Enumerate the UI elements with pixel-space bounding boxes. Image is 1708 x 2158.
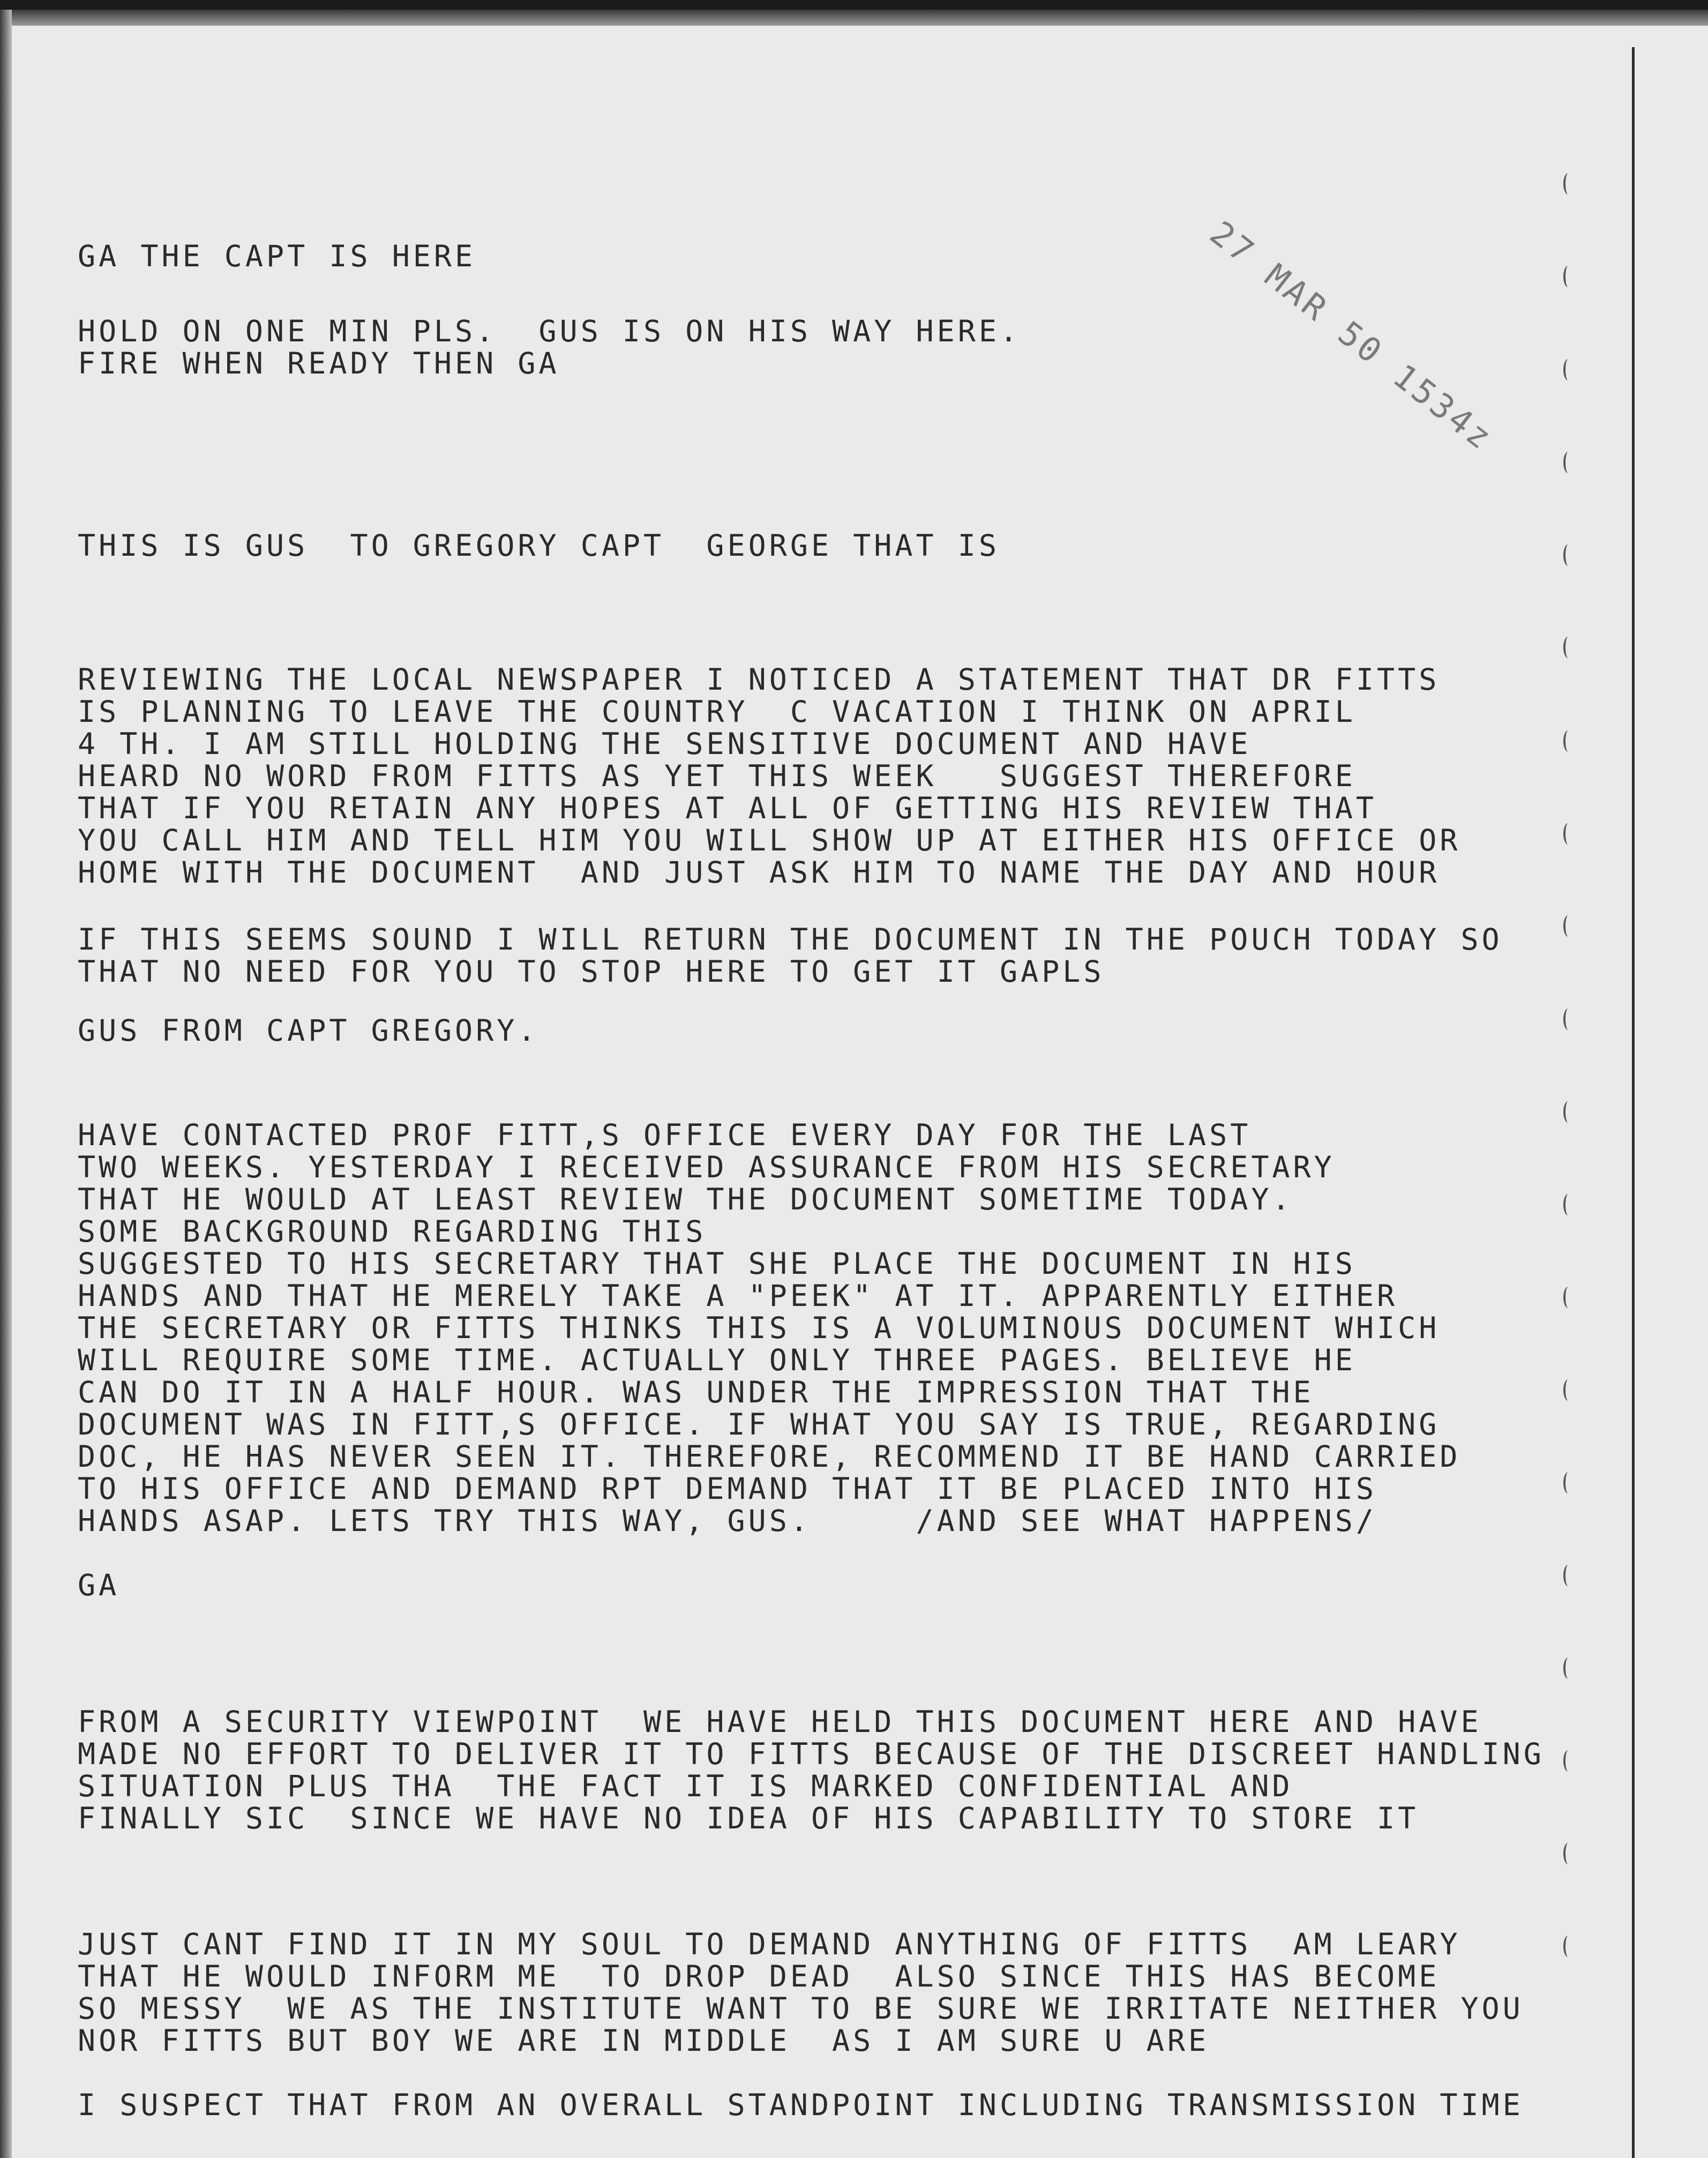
text-line: YOU CALL HIM AND TELL HIM YOU WILL SHOW UP AT EITHER HIS OFFICE OR xyxy=(78,823,1461,857)
feed-hole xyxy=(1563,173,1573,195)
text-line: TO HIS OFFICE AND DEMAND RPT DEMAND THAT IT BE PLACED INTO HIS xyxy=(78,1472,1377,1506)
text-line: THAT HE WOULD AT LEAST REVIEW THE DOCUMENT SOMETIME TODAY. xyxy=(78,1182,1293,1216)
feed-hole xyxy=(1563,1472,1573,1494)
left-edge xyxy=(0,10,12,2158)
text-line: HAVE CONTACTED PROF FITT,S OFFICE EVERY DAY FOR THE LAST xyxy=(78,1118,1252,1152)
text-line: GA THE CAPT IS HERE xyxy=(78,239,476,273)
text-line: DOCUMENT WAS IN FITT,S OFFICE. IF WHAT YOU SAY IS TRUE, REGARDING xyxy=(78,1407,1440,1442)
right-margin-rule xyxy=(1632,47,1635,2158)
text-line: SUGGESTED TO HIS SECRETARY THAT SHE PLACE THE DOCUMENT IN HIS xyxy=(78,1246,1356,1281)
text-line: THAT HE WOULD INFORM ME TO DROP DEAD ALSO SINCE THIS HAS BECOME xyxy=(78,1959,1440,1993)
text-line: THIS IS GUS TO GREGORY CAPT GEORGE THAT IS xyxy=(78,528,1000,563)
feed-hole xyxy=(1563,823,1573,845)
text-line: TWO WEEKS. YESTERDAY I RECEIVED ASSURANCE FROM HIS SECRETARY xyxy=(78,1150,1335,1184)
feed-hole xyxy=(1563,637,1573,658)
text-line: THAT NO NEED FOR YOU TO STOP HERE TO GET IT GAPLS xyxy=(78,954,1105,989)
text-line: IF THIS SEEMS SOUND I WILL RETURN THE DOCUMENT IN THE POUCH TODAY SO xyxy=(78,922,1503,957)
feed-hole xyxy=(1563,1750,1573,1772)
feed-hole xyxy=(1563,452,1573,473)
feed-hole xyxy=(1563,1843,1573,1864)
feed-hole xyxy=(1563,1565,1573,1586)
text-line: FROM A SECURITY VIEWPOINT WE HAVE HELD THIS DOCUMENT HERE AND HAVE xyxy=(78,1705,1482,1739)
text-line: GUS FROM CAPT GREGORY. xyxy=(78,1013,539,1048)
text-line: HANDS ASAP. LETS TRY THIS WAY, GUS. /AND SEE WHAT HAPPENS/ xyxy=(78,1504,1377,1538)
feed-hole xyxy=(1563,544,1573,566)
feed-hole xyxy=(1563,1287,1573,1308)
feed-hole xyxy=(1563,1936,1573,1957)
feed-hole xyxy=(1563,1009,1573,1030)
text-line: HANDS AND THAT HE MERELY TAKE A "PEEK" AT IT. APPARENTLY EITHER xyxy=(78,1279,1398,1313)
text-line: THE SECRETARY OR FITTS THINKS THIS IS A VOLUMINOUS DOCUMENT WHICH xyxy=(78,1311,1440,1345)
text-line: FINALLY SIC SINCE WE HAVE NO IDEA OF HIS CAPABILITY TO STORE IT xyxy=(78,1801,1419,1835)
feed-hole xyxy=(1563,1194,1573,1215)
feed-hole xyxy=(1563,1657,1573,1679)
time-stamp: 27 MAR 50 1534z xyxy=(1203,213,1502,459)
feed-hole xyxy=(1563,1101,1573,1123)
feed-hole xyxy=(1563,266,1573,287)
feed-hole xyxy=(1563,730,1573,752)
text-line: JUST CANT FIND IT IN MY SOUL TO DEMAND ANYTHING OF FITTS AM LEARY xyxy=(78,1927,1461,1961)
text-line: HOLD ON ONE MIN PLS. GUS IS ON HIS WAY HERE. xyxy=(78,314,1021,348)
text-line: I SUSPECT THAT FROM AN OVERALL STANDPOINT INCLUDING TRANSMISSION TIME xyxy=(78,2088,1524,2122)
text-line: DOC, HE HAS NEVER SEEN IT. THEREFORE, RECOMMEND IT BE HAND CARRIED xyxy=(78,1439,1461,1474)
text-line: NOR FITTS BUT BOY WE ARE IN MIDDLE AS I AM SURE U ARE xyxy=(78,2023,1210,2058)
text-line: IS PLANNING TO LEAVE THE COUNTRY C VACATION I THINK ON APRIL xyxy=(78,695,1356,729)
text-line: HOME WITH THE DOCUMENT AND JUST ASK HIM TO NAME THE DAY AND HOUR xyxy=(78,855,1440,890)
text-line: SO MESSY WE AS THE INSTITUTE WANT TO BE SURE WE IRRITATE NEITHER YOU xyxy=(78,1991,1524,2026)
text-line: SITUATION PLUS THA THE FACT IT IS MARKED CONFIDENTIAL AND xyxy=(78,1769,1293,1803)
text-line: HEARD NO WORD FROM FITTS AS YET THIS WEEK SUGGEST THEREFORE xyxy=(78,759,1356,793)
feed-hole xyxy=(1563,1379,1573,1401)
text-line: FIRE WHEN READY THEN GA xyxy=(78,346,560,380)
top-edge xyxy=(0,10,1708,26)
feed-hole xyxy=(1563,359,1573,380)
text-line: THAT IF YOU RETAIN ANY HOPES AT ALL OF GETTING HIS REVIEW THAT xyxy=(78,791,1377,825)
text-line: 4 TH. I AM STILL HOLDING THE SENSITIVE DOCUMENT AND HAVE xyxy=(78,727,1252,761)
text-line: CAN DO IT IN A HALF HOUR. WAS UNDER THE IMPRESSION THAT THE xyxy=(78,1375,1314,1409)
teletype-page xyxy=(0,10,1708,2158)
feed-hole xyxy=(1563,915,1573,937)
text-line: MADE NO EFFORT TO DELIVER IT TO FITTS BECAUSE OF THE DISCREET HANDLING xyxy=(78,1737,1545,1771)
text-line: GA xyxy=(78,1568,120,1602)
text-line: WILL REQUIRE SOME TIME. ACTUALLY ONLY THREE PAGES. BELIEVE HE xyxy=(78,1343,1356,1377)
text-line: SOME BACKGROUND REGARDING THIS xyxy=(78,1214,707,1249)
text-line: REVIEWING THE LOCAL NEWSPAPER I NOTICED A STATEMENT THAT DR FITTS xyxy=(78,662,1440,697)
